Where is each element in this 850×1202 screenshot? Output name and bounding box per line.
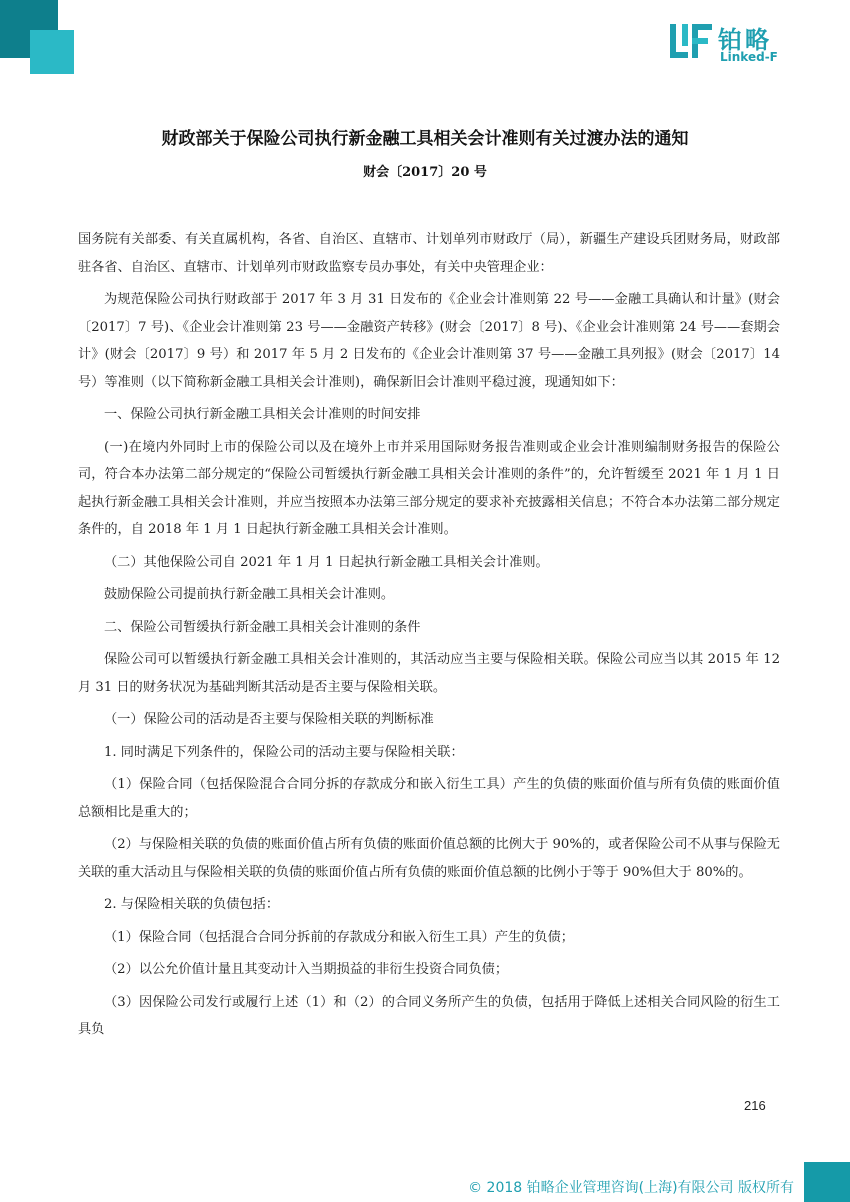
section-heading: 二、保险公司暂缓执行新金融工具相关会计准则的条件 [104, 619, 421, 635]
document-number: 财会〔2017〕20 号 [363, 165, 487, 180]
paragraph: (一)在境内外同时上市的保险公司以及在境外上市并采用国际财务报告准则或企业会计准则编制财务报告的保险公司，符合本办法第二部分规定的“保险公司暂缓执行新金融工具相关会计准则的条件”的，允许暂缓至 2021 年 1 月 1 日起执行新金融工具相关会计准则，并应当按照本办法第三部分规定的要求补充披露相关信息；不符合本办法第二部分规定条件的，自 2018 年 1 月 1 日起执行新金融工具相关会计准则。 [78, 439, 780, 537]
logo-english-text: Linked-F [720, 50, 778, 64]
logo-chinese-text: 铂略 [718, 26, 772, 54]
corner-decoration-light [30, 30, 74, 74]
corner-decoration-bottom-right [804, 1162, 850, 1202]
paragraph: （2）与保险相关联的负债的账面价值占所有负债的账面价值总额的比例大于 90%的，或者保险公司不从事与保险无关联的重大活动且与保险相关联的负债的账面价值占所有负债的账面价值总额的比例小于等于 90%但大于 80%的。 [78, 837, 780, 880]
paragraph: （3）因保险公司发行或履行上述（1）和（2）的合同义务所产生的负债，包括用于降低上述相关合同风险的衍生工具负 [78, 994, 780, 1037]
paragraph: 2. 与保险相关联的负债包括： [104, 897, 280, 912]
paragraph: （2）以公允价值计量且其变动计入当期损益的非衍生投资合同负债； [104, 962, 509, 977]
page-number: 216 [744, 1098, 766, 1113]
paragraph: 保险公司可以暂缓执行新金融工具相关会计准则的，其活动应当主要与保险相关联。保险公司应当以其 2015 年 12 月 31 日的财务状况为基础判断其活动是否主要与保险相关联。 [78, 652, 780, 695]
paragraph: 国务院有关部委、有关直属机构，各省、自治区、直辖市、计划单列市财政厅（局），新疆生产建设兵团财务局，财政部驻各省、自治区、直辖市、计划单列市财政监察专员办事处，有关中央管理企业： [78, 232, 780, 275]
brand-logo [668, 20, 798, 68]
footer-copyright: © 2018 铂略企业管理咨询(上海)有限公司 版权所有 [468, 1180, 794, 1196]
section-heading: 一、保险公司执行新金融工具相关会计准则的时间安排 [104, 407, 421, 422]
paragraph: （1）保险合同（包括保险混合合同分拆的存款成分和嵌入衍生工具）产生的负债的账面价值与所有负债的账面价值总额相比是重大的； [78, 777, 780, 820]
subsection-heading: （一）保险公司的活动是否主要与保险相关联的判断标准 [104, 712, 434, 727]
paragraph: （1）保险合同（包括混合合同分拆前的存款成分和嵌入衍生工具）产生的负债； [104, 929, 574, 945]
paragraph: 1. 同时满足下列条件的，保险公司的活动主要与保险相关联： [104, 744, 464, 760]
paragraph: 鼓励保险公司提前执行新金融工具相关会计准则。 [104, 587, 395, 602]
document-title: 财政部关于保险公司执行新金融工具相关会计准则有关过渡办法的通知 [161, 129, 689, 149]
document-body [78, 226, 780, 1049]
paragraph: （二）其他保险公司自 2021 年 1 月 1 日起执行新金融工具相关会计准则。 [104, 554, 549, 570]
logo-mark-icon [668, 20, 714, 62]
paragraph: 为规范保险公司执行财政部于 2017 年 3 月 31 日发布的《企业会计准则第 22 号——金融工具确认和计量》(财会〔2017〕7 号)、《企业会计准则第 23 号——金融资产转移》(财会〔2017〕8 号)、《企业会计准则第 24 号——套期会计》(财会〔2017〕9 号）和 2017 年 5 月 2 日发布的《企业会计准则第 37 号——金融工具列报》(财会〔2017〕14 号）等准则（以下简称新金融工具相关会计准则)，确保新旧会计准则平稳过渡，现通知如下： [78, 292, 780, 390]
